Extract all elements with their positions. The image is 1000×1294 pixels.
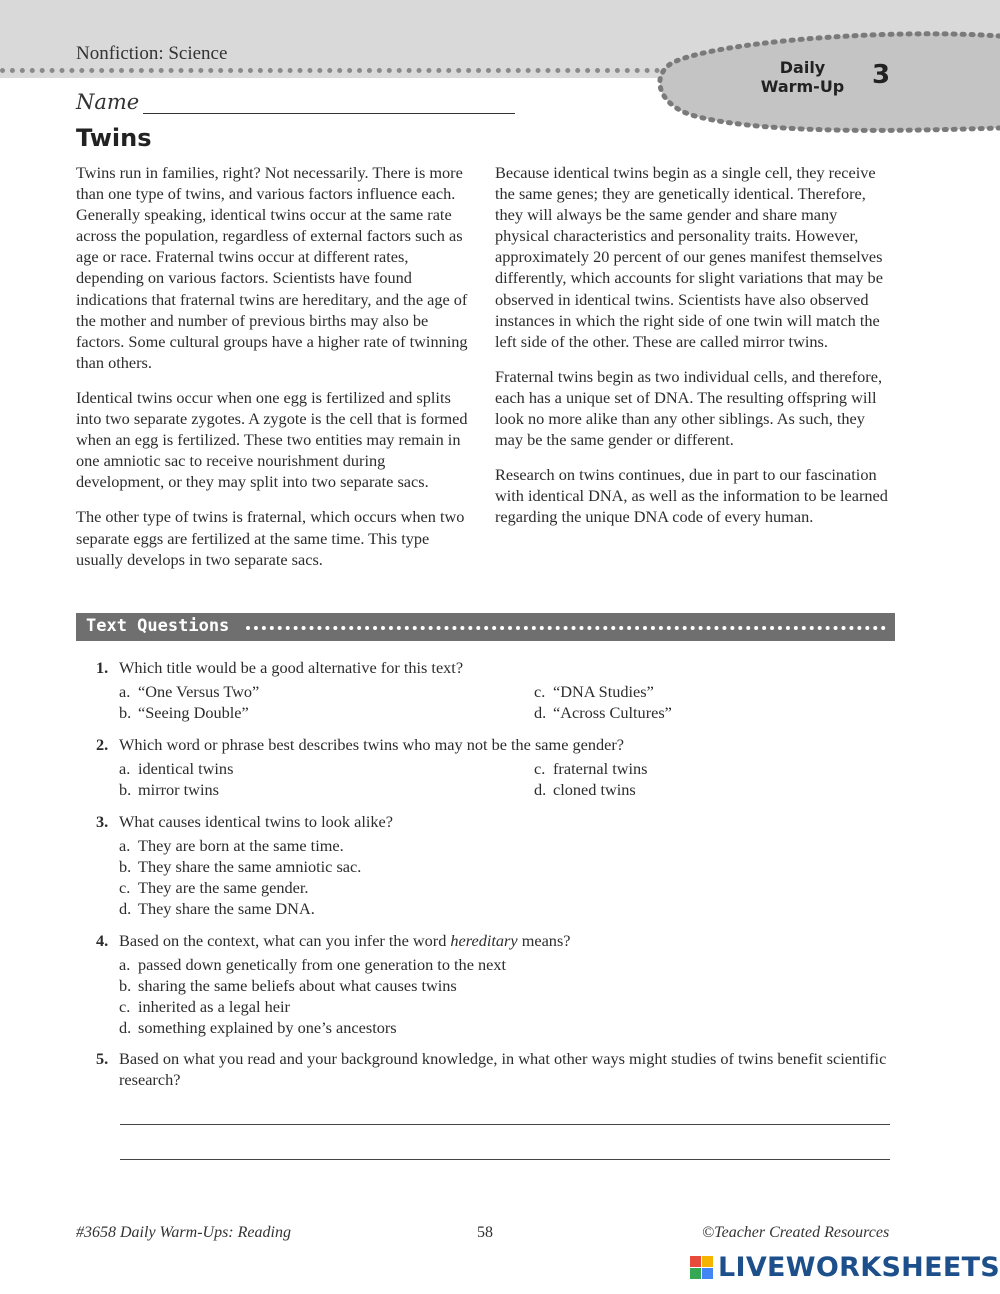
option-text: “One Versus Two”: [138, 682, 260, 701]
option-text: sharing the same beliefs about what causes twins: [138, 976, 457, 995]
paragraph: Because identical twins begin as a single cell, they receive the same genes; they are genetically identical. Therefore, they will always be the same gender and share many physical characteristics and personality traits. However, approximately 20 percent of our genes manifest themselves differently, which accounts for slight variations that may be observed in identical twins. Scientists have also observed instances in which the right side of one twin will match the left side of the other. These are called mirror twins.: [495, 163, 883, 351]
question-text: Based on what you read and your background knowledge, in what other ways might studies of twins benefit scientific research?: [119, 1049, 887, 1090]
option-letter: c.: [119, 878, 131, 897]
option-letter: a.: [119, 759, 131, 778]
option-a[interactable]: [119, 835, 344, 856]
page-number: 58: [477, 1224, 493, 1241]
answer-line[interactable]: [120, 1124, 890, 1125]
question-number: 5.: [96, 1049, 109, 1068]
left-column: [76, 162, 476, 584]
option-b[interactable]: [119, 856, 361, 877]
option-letter: d.: [534, 780, 547, 799]
option-text: identical twins: [138, 759, 234, 778]
badge-label: [745, 58, 860, 96]
option-letter: b.: [119, 857, 132, 876]
option-letter: b.: [119, 780, 132, 799]
option-a[interactable]: [119, 954, 506, 975]
name-field[interactable]: [143, 113, 515, 114]
name-label: Name: [76, 90, 140, 114]
option-text: cloned twins: [553, 780, 636, 799]
option-d[interactable]: [119, 898, 315, 919]
option-text: fraternal twins: [553, 759, 648, 778]
option-d[interactable]: [534, 702, 672, 723]
option-c[interactable]: [119, 877, 308, 898]
question-number: 1.: [96, 658, 109, 677]
questions-header-label: Text Questions: [86, 616, 230, 636]
option-d[interactable]: [534, 779, 636, 800]
option-c[interactable]: [119, 996, 290, 1017]
question-text: Which title would be a good alternative for this text?: [119, 658, 464, 677]
header-dotted-rule: [0, 68, 690, 73]
option-letter: a.: [119, 955, 131, 974]
option-b[interactable]: [119, 779, 219, 800]
option-text: something explained by one’s ancestors: [138, 1018, 397, 1037]
option-letter: d.: [119, 899, 132, 918]
questions-header-dots: [246, 626, 886, 630]
question-text: What causes identical twins to look alike?: [119, 812, 393, 831]
option-letter: a.: [119, 682, 131, 701]
question-number: 4.: [96, 931, 109, 950]
option-text: “Seeing Double”: [138, 703, 249, 722]
paragraph: Twins run in families, right? Not necessarily. There is more than one type of twins, and various factors influence each. Generally speaking, identical twins occur at the same rate across the population, regardless of external factors such as age or race. Fraternal twins occur at different rates, depending on various factors. Scientists have found indications that fraternal twins are hereditary, and the age of the mother and number of previous births may also be factors. Some cultural groups have a higher rate of twinning than others.: [76, 163, 468, 372]
questions-header: [76, 613, 895, 641]
question-text-part: means?: [517, 931, 571, 950]
option-text: passed down genetically from one generation to the next: [138, 955, 507, 974]
option-text: They are the same gender.: [138, 878, 309, 897]
option-letter: a.: [119, 836, 131, 855]
option-text: They are born at the same time.: [138, 836, 344, 855]
liveworksheets-wordmark: LIVEWORKSHEETS: [718, 1252, 1000, 1283]
option-text: inherited as a legal heir: [138, 997, 290, 1016]
question-emphasis: hereditary: [450, 931, 518, 950]
right-column: [495, 162, 895, 542]
question-text-part: Based on the context, what can you infer the word: [119, 931, 451, 950]
paragraph: Identical twins occur when one egg is fertilized and splits into two separate zygotes. A zygote is the cell that is formed when an egg is fertilized. These two entities may remain in one amniotic sac to receive nourishment during development, or they may split into two separate sacs.: [76, 387, 468, 492]
question-number: 2.: [96, 735, 109, 754]
question-text: [119, 930, 899, 951]
footer-book-title: #3658 Daily Warm-Ups: Reading: [76, 1224, 291, 1241]
option-letter: c.: [119, 997, 131, 1016]
badge-line-2: Warm-Up: [760, 77, 845, 96]
option-text: “DNA Studies”: [553, 682, 654, 701]
footer-copyright: ©Teacher Created Resources: [702, 1224, 890, 1241]
section-label: Nonfiction: Science: [76, 43, 228, 64]
option-c[interactable]: [534, 758, 647, 779]
option-b[interactable]: [119, 975, 457, 996]
paragraph: Research on twins continues, due in part to our fascination with identical DNA, as well as the information to be learned regarding the unique DNA code of every human.: [495, 465, 888, 527]
question-number: 3.: [96, 812, 109, 831]
option-text: “Across Cultures”: [553, 703, 672, 722]
option-a[interactable]: [119, 758, 233, 779]
option-b[interactable]: [119, 702, 249, 723]
paragraph: Fraternal twins begin as two individual cells, and therefore, each has a unique set of DNA. The resulting offspring will look no more alike than any other siblings. As such, they may be the same gender or different.: [495, 366, 883, 450]
option-letter: c.: [534, 682, 546, 701]
option-letter: d.: [119, 1018, 132, 1037]
option-letter: b.: [119, 976, 132, 995]
badge-number: 3: [872, 60, 891, 90]
liveworksheets-icon: [690, 1256, 714, 1280]
option-c[interactable]: [534, 681, 654, 702]
option-letter: d.: [534, 703, 547, 722]
option-d[interactable]: [119, 1017, 397, 1038]
option-text: They share the same DNA.: [138, 899, 315, 918]
option-a[interactable]: [119, 681, 259, 702]
option-letter: b.: [119, 703, 132, 722]
badge-line-1: Daily: [779, 58, 826, 77]
option-text: They share the same amniotic sac.: [138, 857, 362, 876]
page-title: Twins: [76, 124, 152, 152]
answer-line[interactable]: [120, 1159, 890, 1160]
option-text: mirror twins: [138, 780, 219, 799]
paragraph: The other type of twins is fraternal, which occurs when two separate eggs are fertilized at the same time. This type usually develops in two separate sacs.: [76, 507, 465, 569]
option-letter: c.: [534, 759, 546, 778]
question-text: Which word or phrase best describes twins who may not be the same gender?: [119, 735, 625, 754]
